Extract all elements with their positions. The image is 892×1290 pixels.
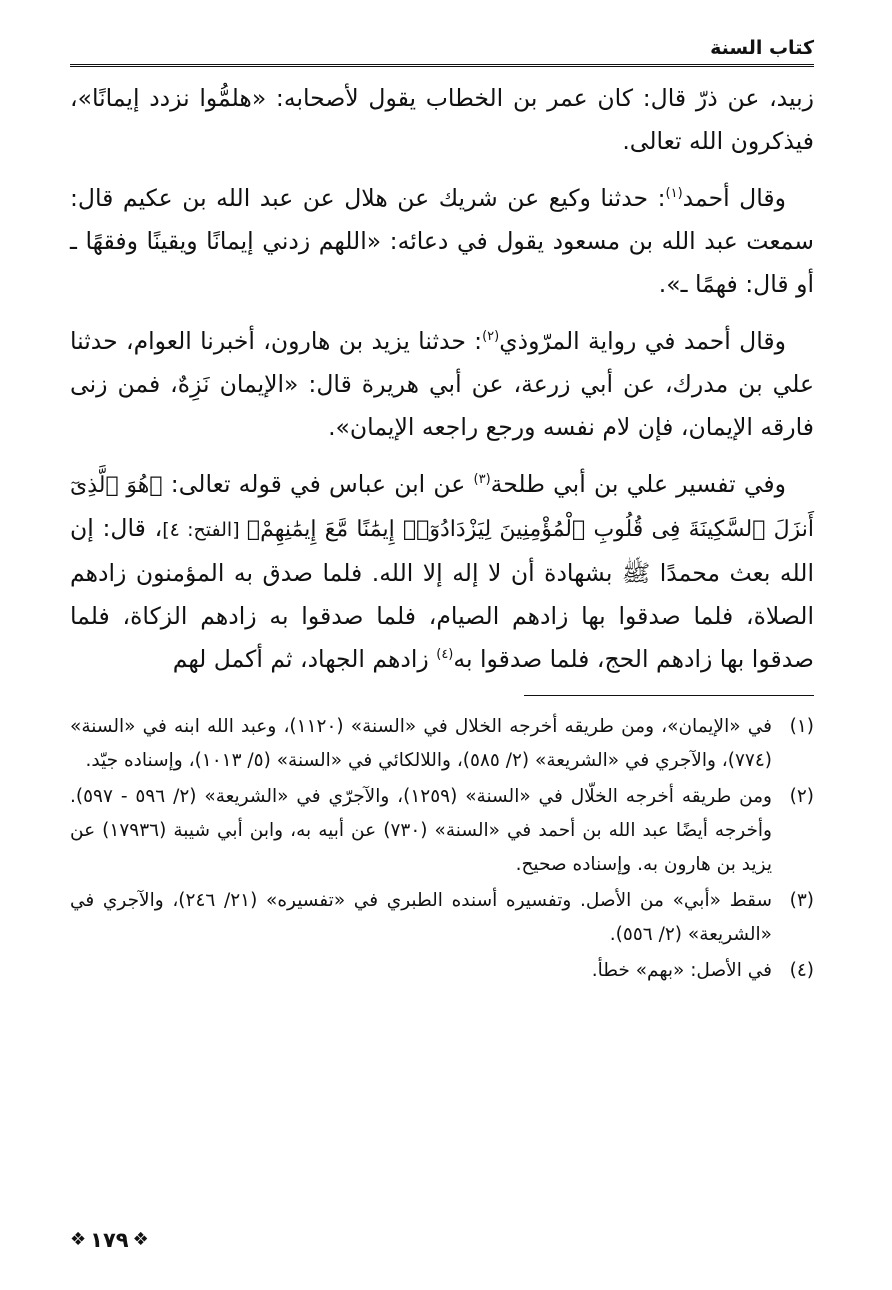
- paragraph-4-end: زادهم الجهاد، ثم أكمل لهم: [172, 645, 437, 673]
- footnote-number: (٤): [789, 960, 814, 981]
- footnote-number: (٣): [789, 890, 814, 911]
- footnote-text: سقط «أبي» من الأصل. وتفسيره أسنده الطبري في «تفسيره» (٢١/ ٢٤٦)، والآجري في «الشريعة» (٢/ ٥٥٦).: [70, 890, 772, 945]
- ornament-icon: ❖: [70, 1229, 87, 1250]
- paragraph-4: [70, 463, 814, 681]
- paragraph-1: زبيد، عن ذرّ قال: كان عمر بن الخطاب يقول لأصحابه: «هلمُّوا نزدد إيمانًا»، فيذكرون الله تعالى.: [70, 84, 814, 155]
- footnote: [70, 954, 814, 988]
- footnote-text: ومن طريقه أخرجه الخلّال في «السنة» (١٢٥٩)، والآجرّي في «الشريعة» (٢/ ٥٩٦ - ٥٩٧). وأخرجه أيضًا عبد الله بن أحمد في «السنة» (٧٣٠) عن أبيه به، وابن أبي شيبة (١٧٩٣٦) عن يزيد بن هارون به. وإسناده صحيح.: [70, 786, 772, 875]
- footnote-ref-1[interactable]: (١): [665, 186, 683, 202]
- page-number-value: ١٧٩: [90, 1228, 129, 1252]
- footnote-ref-3[interactable]: (٣): [473, 472, 491, 488]
- paragraph-3-body: : حدثنا يزيد بن هارون، أخبرنا العوام، حدثنا علي بن مدرك، عن أبي زرعة، عن أبي هريرة قال: «الإيمان نَزِهٌ، فمن زنى فارقه الإيمان، فإن لام نفسه ورجع راجعه الإيمان».: [70, 327, 814, 441]
- footnote-number: (١): [789, 716, 814, 737]
- footnotes: [70, 710, 814, 988]
- footnote-number: (٢): [789, 786, 814, 807]
- footnote: [70, 884, 814, 952]
- paragraph-3: [70, 320, 814, 449]
- quran-verse: ﴿هُوَ ٱلَّذِىٓ أَنزَلَ ٱلسَّكِينَةَ فِى قُلُوبِ ٱلْمُؤْمِنِينَ لِيَزْدَادُوٓا۟ إِيمَٰنًا مَّعَ إِيمَٰنِهِمْ﴾: [70, 473, 814, 542]
- paragraph-3-lead: وقال أحمد في رواية المرّوذي: [499, 327, 786, 355]
- running-header: كتاب السنة: [70, 34, 814, 67]
- document-page: [70, 34, 814, 1264]
- footnote-text: في الأصل: «بهم» خطأ.: [591, 960, 772, 981]
- paragraph-4-intro: عن ابن عباس في قوله تعالى:: [162, 470, 474, 498]
- paragraph-4-body: ، قال: إن الله بعث محمدًا ﷺ بشهادة أن لا إله إلا الله. فلما صدق به المؤمنون زادهم الصلاة، فلما صدقوا بها زادهم الصيام، فلما صدقوا به زادهم الزكاة، فلما صدقوا بها زادهم الحج، فلما صدقوا به: [70, 514, 814, 673]
- main-text: [70, 77, 814, 681]
- verse-reference: [الفتح: ٤]: [162, 519, 247, 541]
- footnote-divider: [524, 695, 814, 696]
- page-number: [70, 1228, 149, 1252]
- paragraph-2: [70, 177, 814, 306]
- footnote: [70, 710, 814, 778]
- footnote-ref-4[interactable]: (٤): [436, 647, 454, 663]
- paragraph-2-lead: وقال أحمد: [682, 184, 786, 212]
- footnote: [70, 780, 814, 882]
- ornament-icon: ❖: [132, 1229, 149, 1250]
- paragraph-2-body: : حدثنا وكيع عن شريك عن هلال عن عبد الله بن عكيم قال: سمعت عبد الله بن مسعود يقول في دعائه: «اللهم زدني إيمانًا ويقينًا وفقهًا ـ أو قال: فهمًا ـ».: [70, 184, 814, 298]
- footnote-ref-2[interactable]: (٢): [482, 329, 500, 345]
- paragraph-4-lead: وفي تفسير علي بن أبي طلحة: [490, 470, 787, 498]
- footnote-text: في «الإيمان»، ومن طريقه أخرجه الخلال في «السنة» (١١٢٠)، وعبد الله ابنه في «السنة» (٧٧٤)، والآجري في «الشريعة» (٢/ ٥٨٥)، واللالكائي في «السنة» (٥/ ١٠١٣)، وإسناده جيّد.: [70, 716, 772, 771]
